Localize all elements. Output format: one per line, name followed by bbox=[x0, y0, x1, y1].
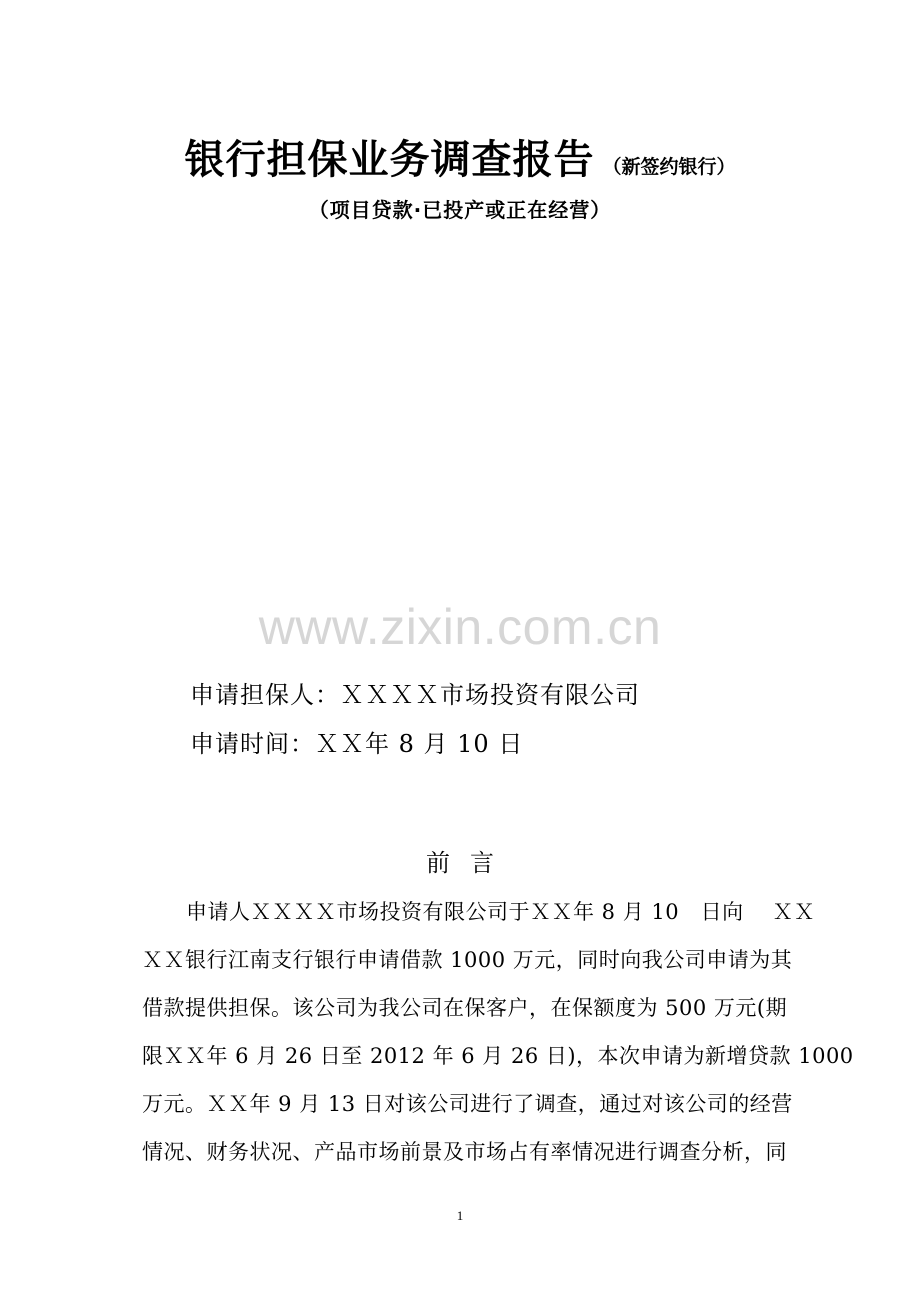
page-number: 1 bbox=[456, 1208, 464, 1223]
paragraph-line: 借款提供担保。该公司为我公司在保客户，在保额度为 500 万元(期 bbox=[142, 996, 788, 1020]
document-title: 银行担保业务调查报告 bbox=[184, 137, 595, 183]
applicant-line: 申请担保人：ＸＸＸＸ市场投资有限公司 bbox=[190, 681, 640, 709]
application-date-line: 申请时间：ＸＸ年 8 月 10 日 bbox=[190, 730, 524, 758]
paragraph-line: 限ＸＸ年 6 月 26 日至 2012 年 6 月 26 日)，本次申请为新增贷款 1000 bbox=[142, 1044, 854, 1068]
document-subtitle: （项目贷款·已投产或正在经营） bbox=[308, 198, 612, 222]
section-heading: 前言 bbox=[426, 849, 514, 877]
title-note: （新签约银行） bbox=[602, 156, 736, 178]
paragraph-line: ＸＸ银行江南支行银行申请借款 1000 万元，同时向我公司申请为其 bbox=[142, 948, 793, 972]
paragraph-line: 申请人ＸＸＸＸ市场投资有限公司于ＸＸ年 8 月 10 日向 ＸＸ bbox=[186, 900, 816, 924]
title-row bbox=[0, 128, 920, 185]
watermark: www.zixin.com.cn bbox=[258, 599, 662, 655]
paragraph-line: 万元。ＸＸ年 9 月 13 日对该公司进行了调查，通过对该公司的经营 bbox=[142, 1092, 793, 1116]
paragraph-line: 情况、财务状况、产品市场前景及市场占有率情况进行调查分析，同 bbox=[142, 1140, 787, 1164]
